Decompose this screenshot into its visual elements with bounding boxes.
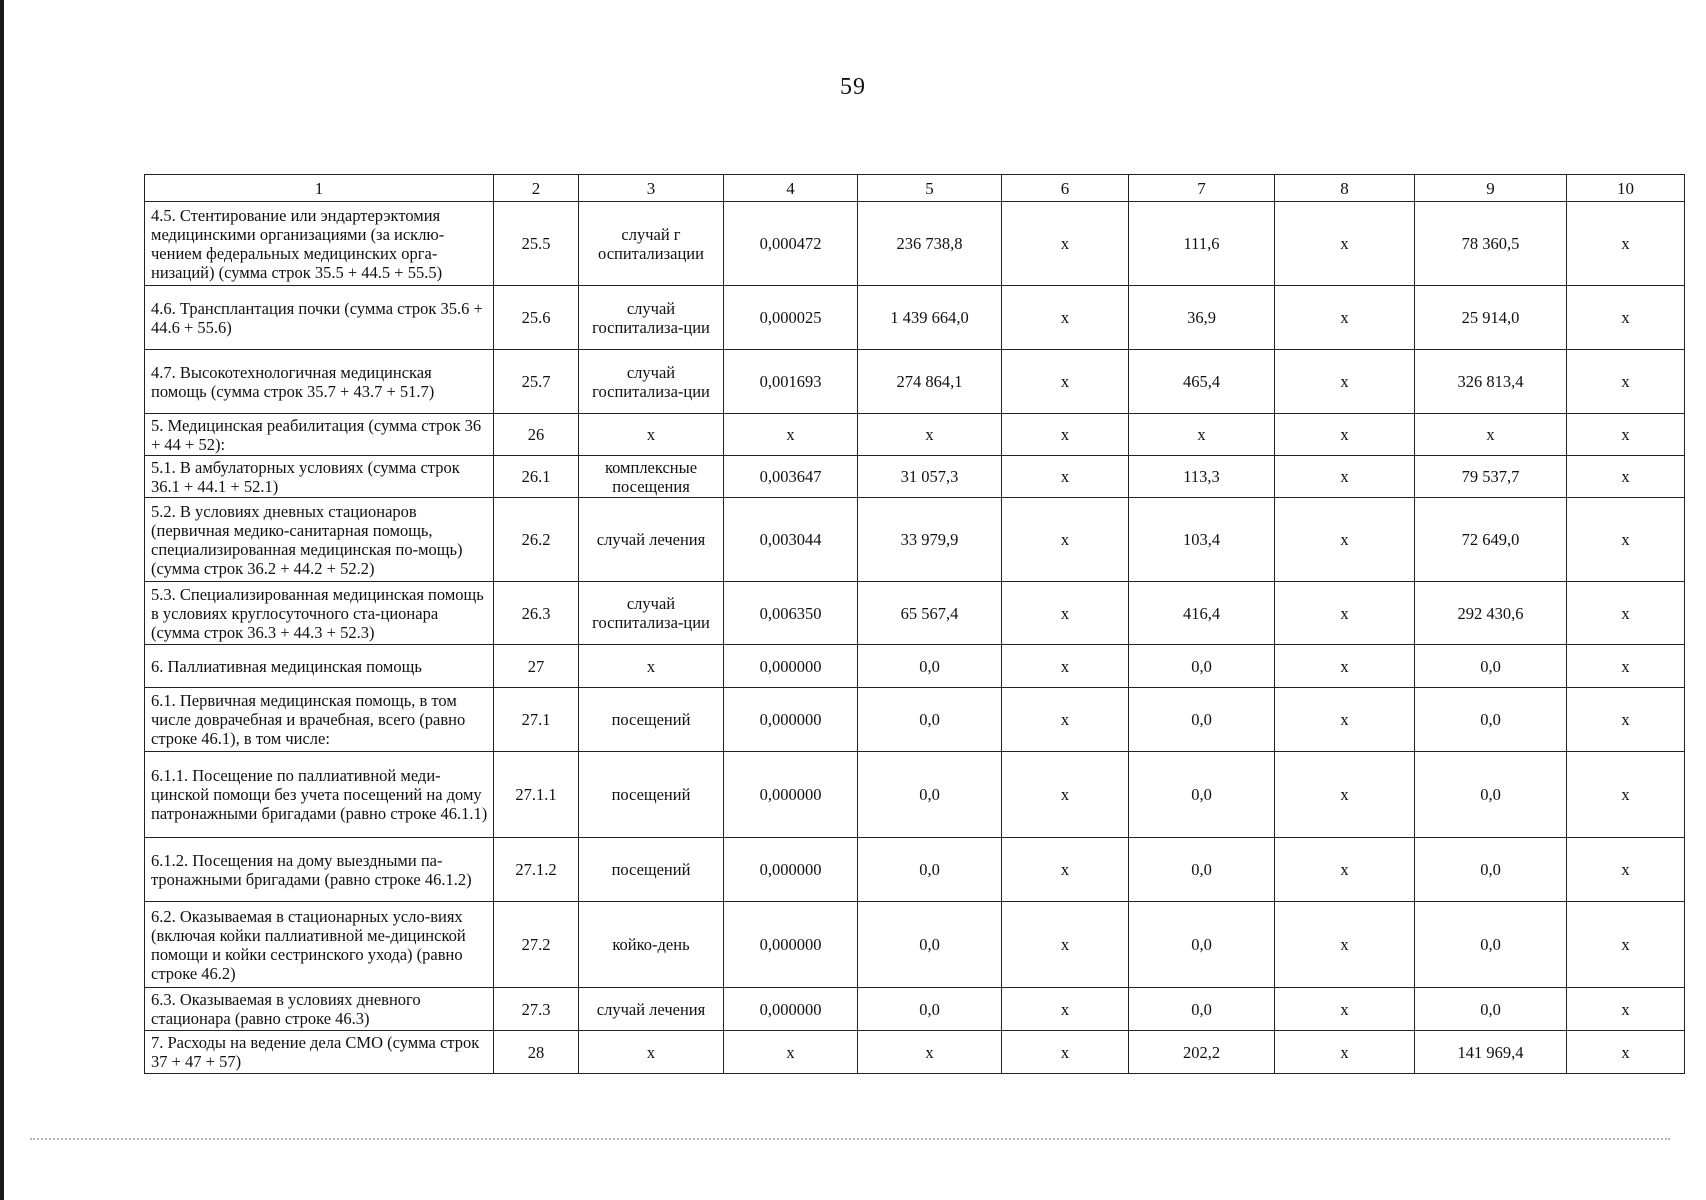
table-row	[145, 752, 1685, 838]
row-name: 5.3. Специализированная медицинская помощь в условиях круглосуточного ста-ционара (сумма строк 36.3 + 44.3 + 52.3)	[145, 582, 494, 645]
cell-col7: 0,0	[1129, 902, 1275, 988]
cell-col6: х	[1002, 202, 1129, 286]
page-left-edge	[0, 0, 4, 1200]
cell-col4: 0,000000	[724, 902, 858, 988]
row-code: 27.1	[494, 688, 579, 752]
cell-col5: 0,0	[858, 988, 1002, 1031]
cell-col5: 0,0	[858, 688, 1002, 752]
cell-col6: х	[1002, 752, 1129, 838]
cell-col5: х	[858, 1031, 1002, 1074]
column-header: 7	[1129, 175, 1275, 202]
cell-col10: х	[1567, 350, 1685, 414]
cell-col8: х	[1275, 988, 1415, 1031]
cell-col10: х	[1567, 688, 1685, 752]
cell-col7: х	[1129, 414, 1275, 456]
row-name: 4.6. Трансплантация почки (сумма строк 35.6 + 44.6 + 55.6)	[145, 286, 494, 350]
cell-col8: х	[1275, 1031, 1415, 1074]
cell-col9: 0,0	[1415, 645, 1567, 688]
row-name: 6.1. Первичная медицинская помощь, в том числе доврачебная и врачебная, всего (равно строке 46.1), в том числе:	[145, 688, 494, 752]
cell-col6: х	[1002, 456, 1129, 498]
cell-col6: х	[1002, 498, 1129, 582]
cell-col4: 0,000000	[724, 838, 858, 902]
cell-col5: 31 057,3	[858, 456, 1002, 498]
row-code: 25.7	[494, 350, 579, 414]
cell-col7: 465,4	[1129, 350, 1275, 414]
cell-col9: 292 430,6	[1415, 582, 1567, 645]
row-code: 26	[494, 414, 579, 456]
cell-col4: 0,000000	[724, 988, 858, 1031]
cell-col6: х	[1002, 988, 1129, 1031]
cell-col7: 0,0	[1129, 752, 1275, 838]
cell-col6: х	[1002, 350, 1129, 414]
row-name: 5.1. В амбулаторных условиях (сумма строк 36.1 + 44.1 + 52.1)	[145, 456, 494, 498]
row-code: 26.3	[494, 582, 579, 645]
cell-col4: 0,003044	[724, 498, 858, 582]
table-row	[145, 838, 1685, 902]
cell-col6: х	[1002, 645, 1129, 688]
column-header: 9	[1415, 175, 1567, 202]
column-header: 1	[145, 175, 494, 202]
row-unit: х	[579, 1031, 724, 1074]
cell-col10: х	[1567, 286, 1685, 350]
scan-artifact-line	[30, 1138, 1670, 1142]
cell-col7: 0,0	[1129, 838, 1275, 902]
cell-col9: 0,0	[1415, 902, 1567, 988]
row-unit: х	[579, 414, 724, 456]
row-code: 26.1	[494, 456, 579, 498]
row-unit: случай госпитализа-ции	[579, 582, 724, 645]
cell-col5: 274 864,1	[858, 350, 1002, 414]
cell-col10: х	[1567, 1031, 1685, 1074]
cell-col10: х	[1567, 414, 1685, 456]
row-name: 4.5. Стентирование или эндартерэктомия медицинскими организациями (за исклю-чением федеральных медицинских орга-низаций) (сумма строк 35.5 + 44.5 + 55.5)	[145, 202, 494, 286]
cell-col4: 0,006350	[724, 582, 858, 645]
table-header-row	[145, 175, 1685, 202]
row-unit: посещений	[579, 688, 724, 752]
cell-col8: х	[1275, 645, 1415, 688]
cell-col9: 0,0	[1415, 752, 1567, 838]
row-name: 4.7. Высокотехнологичная медицинская помощь (сумма строк 35.7 + 43.7 + 51.7)	[145, 350, 494, 414]
column-header: 10	[1567, 175, 1685, 202]
row-unit: х	[579, 645, 724, 688]
cell-col6: х	[1002, 414, 1129, 456]
cell-col9: 0,0	[1415, 688, 1567, 752]
cell-col9: 79 537,7	[1415, 456, 1567, 498]
column-header: 5	[858, 175, 1002, 202]
cell-col5: 0,0	[858, 902, 1002, 988]
cell-col9: 78 360,5	[1415, 202, 1567, 286]
cell-col9: х	[1415, 414, 1567, 456]
cell-col5: 65 567,4	[858, 582, 1002, 645]
cell-col8: х	[1275, 752, 1415, 838]
column-header: 2	[494, 175, 579, 202]
row-unit: случай лечения	[579, 988, 724, 1031]
row-code: 26.2	[494, 498, 579, 582]
row-code: 28	[494, 1031, 579, 1074]
cell-col9: 0,0	[1415, 988, 1567, 1031]
cell-col5: 0,0	[858, 645, 1002, 688]
cell-col10: х	[1567, 752, 1685, 838]
cell-col4: х	[724, 1031, 858, 1074]
cell-col6: х	[1002, 582, 1129, 645]
cell-col7: 0,0	[1129, 688, 1275, 752]
cell-col8: х	[1275, 202, 1415, 286]
cell-col10: х	[1567, 456, 1685, 498]
cell-col7: 0,0	[1129, 645, 1275, 688]
row-name: 6.1.2. Посещения на дому выездными па-тронажными бригадами (равно строке 46.1.2)	[145, 838, 494, 902]
cell-col5: 0,0	[858, 838, 1002, 902]
row-unit: случай госпитализа-ции	[579, 350, 724, 414]
cell-col8: х	[1275, 838, 1415, 902]
table-row	[145, 350, 1685, 414]
row-code: 27.2	[494, 902, 579, 988]
cell-col4: 0,000000	[724, 645, 858, 688]
table-row	[145, 1031, 1685, 1074]
column-header: 6	[1002, 175, 1129, 202]
cell-col8: х	[1275, 688, 1415, 752]
cell-col7: 0,0	[1129, 988, 1275, 1031]
cell-col6: х	[1002, 838, 1129, 902]
cell-col5: 236 738,8	[858, 202, 1002, 286]
cell-col10: х	[1567, 582, 1685, 645]
row-unit: посещений	[579, 752, 724, 838]
cell-col7: 202,2	[1129, 1031, 1275, 1074]
cell-col7: 103,4	[1129, 498, 1275, 582]
cell-col8: х	[1275, 582, 1415, 645]
cell-col4: 0,000000	[724, 752, 858, 838]
table-row	[145, 498, 1685, 582]
row-name: 6.2. Оказываемая в стационарных усло-виях (включая койки паллиативной ме-дицинской помощи и койки сестринского ухода) (равно строке 46.2)	[145, 902, 494, 988]
cell-col4: 0,003647	[724, 456, 858, 498]
cell-col10: х	[1567, 645, 1685, 688]
row-code: 27	[494, 645, 579, 688]
cell-col6: х	[1002, 1031, 1129, 1074]
table-row	[145, 645, 1685, 688]
row-code: 25.5	[494, 202, 579, 286]
cell-col5: 33 979,9	[858, 498, 1002, 582]
data-table	[144, 174, 1685, 1074]
cell-col9: 0,0	[1415, 838, 1567, 902]
table-row	[145, 688, 1685, 752]
row-unit: посещений	[579, 838, 724, 902]
cell-col9: 72 649,0	[1415, 498, 1567, 582]
table-row	[145, 286, 1685, 350]
column-header: 8	[1275, 175, 1415, 202]
table-row	[145, 456, 1685, 498]
row-name: 7. Расходы на ведение дела СМО (сумма строк 37 + 47 + 57)	[145, 1031, 494, 1074]
row-code: 27.3	[494, 988, 579, 1031]
cell-col4: 0,000472	[724, 202, 858, 286]
cell-col9: 141 969,4	[1415, 1031, 1567, 1074]
table-container	[144, 174, 1634, 1074]
row-name: 6. Паллиативная медицинская помощь	[145, 645, 494, 688]
table-row	[145, 902, 1685, 988]
cell-col7: 36,9	[1129, 286, 1275, 350]
cell-col5: х	[858, 414, 1002, 456]
cell-col8: х	[1275, 456, 1415, 498]
cell-col4: х	[724, 414, 858, 456]
cell-col8: х	[1275, 902, 1415, 988]
cell-col6: х	[1002, 286, 1129, 350]
page-number: 59	[840, 74, 866, 100]
cell-col5: 1 439 664,0	[858, 286, 1002, 350]
row-unit: комплексные посещения	[579, 456, 724, 498]
cell-col10: х	[1567, 902, 1685, 988]
cell-col10: х	[1567, 838, 1685, 902]
cell-col9: 326 813,4	[1415, 350, 1567, 414]
cell-col7: 113,3	[1129, 456, 1275, 498]
table-row	[145, 582, 1685, 645]
cell-col8: х	[1275, 498, 1415, 582]
cell-col9: 25 914,0	[1415, 286, 1567, 350]
cell-col8: х	[1275, 350, 1415, 414]
row-name: 5.2. В условиях дневных стационаров (первичная медико-санитарная помощь, специализированная медицинская по-мощь) (сумма строк 36.2 + 44.2 + 52.2)	[145, 498, 494, 582]
row-code: 27.1.1	[494, 752, 579, 838]
table-row	[145, 202, 1685, 286]
row-name: 5. Медицинская реабилитация (сумма строк 36 + 44 + 52):	[145, 414, 494, 456]
cell-col7: 416,4	[1129, 582, 1275, 645]
cell-col5: 0,0	[858, 752, 1002, 838]
row-unit: случай лечения	[579, 498, 724, 582]
row-unit: случай г оспитализации	[579, 202, 724, 286]
column-header: 4	[724, 175, 858, 202]
cell-col4: 0,001693	[724, 350, 858, 414]
cell-col4: 0,000025	[724, 286, 858, 350]
cell-col7: 111,6	[1129, 202, 1275, 286]
row-code: 25.6	[494, 286, 579, 350]
cell-col8: х	[1275, 286, 1415, 350]
cell-col10: х	[1567, 498, 1685, 582]
row-name: 6.3. Оказываемая в условиях дневного стационара (равно строке 46.3)	[145, 988, 494, 1031]
row-unit: случай госпитализа-ции	[579, 286, 724, 350]
cell-col10: х	[1567, 202, 1685, 286]
column-header: 3	[579, 175, 724, 202]
cell-col6: х	[1002, 902, 1129, 988]
cell-col8: х	[1275, 414, 1415, 456]
row-name: 6.1.1. Посещение по паллиативной меди-цинской помощи без учета посещений на дому патронажными бригадами (равно строке 46.1.1)	[145, 752, 494, 838]
row-code: 27.1.2	[494, 838, 579, 902]
row-unit: койко-день	[579, 902, 724, 988]
cell-col10: х	[1567, 988, 1685, 1031]
cell-col4: 0,000000	[724, 688, 858, 752]
cell-col6: х	[1002, 688, 1129, 752]
table-row	[145, 414, 1685, 456]
table-row	[145, 988, 1685, 1031]
